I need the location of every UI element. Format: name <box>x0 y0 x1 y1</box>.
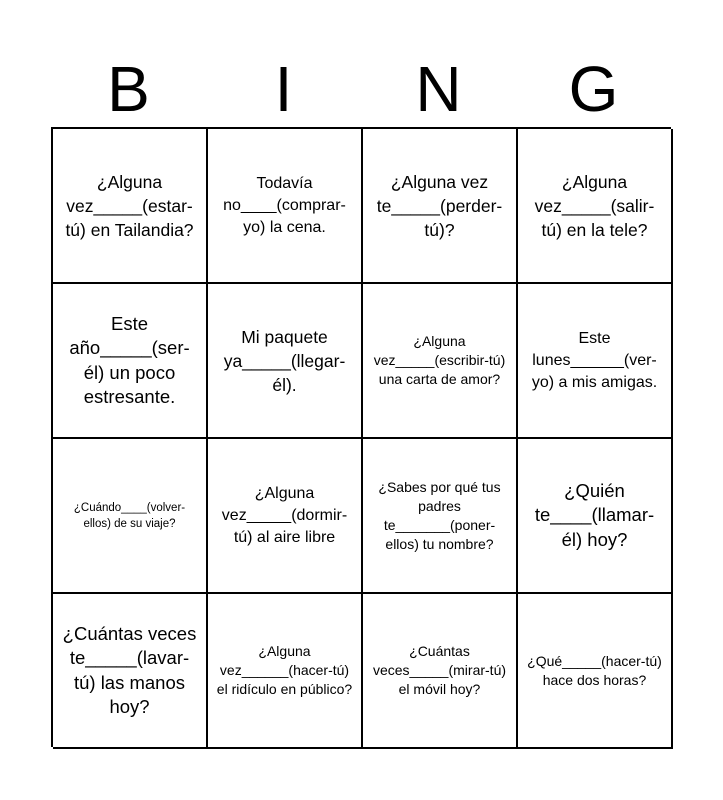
cell-text: ¿Quién te____(llamar-él) hoy? <box>534 479 655 550</box>
cell-text: ¿Alguna vez_____(escribir-tú) una carta de amor? <box>373 333 506 387</box>
cell-text: Este lunes______(ver-yo) a mis amigas. <box>531 329 658 391</box>
cell-text: ¿Alguna vez_____(dormir-tú) al aire libre <box>221 484 348 546</box>
bingo-cell-r4-c2[interactable] <box>208 594 363 749</box>
cell-text: Este año_____(ser-él) un poco estresante. <box>69 312 190 407</box>
header-letter-b: B <box>107 53 150 125</box>
bingo-card <box>51 127 671 747</box>
cell-text: ¿Sabes por qué tus padres te_______(poner-ellos) tu nombre? <box>378 478 501 552</box>
bingo-cell-r1-c2[interactable] <box>208 129 363 284</box>
cell-text: ¿Cuántas veces_____(mirar-tú) el móvil hoy? <box>372 643 507 697</box>
bingo-cell-r2-c1[interactable] <box>53 284 208 439</box>
bingo-cell-r4-c1[interactable] <box>53 594 208 749</box>
bingo-cell-r1-c3[interactable] <box>363 129 518 284</box>
bingo-cell-r1-c1[interactable] <box>53 129 208 284</box>
cell-text: ¿Alguna vez_____(salir-tú) en la tele? <box>534 171 655 240</box>
bingo-cell-r1-c4[interactable] <box>518 129 673 284</box>
cell-text: ¿Alguna vez______(hacer-tú) el ridículo en público? <box>216 643 353 697</box>
bingo-cell-r3-c3[interactable] <box>363 439 518 594</box>
cell-text: ¿Cuándo____(volver-ellos) de su viaje? <box>73 501 186 530</box>
cell-text: Mi paquete ya_____(llegar-él). <box>223 326 346 395</box>
cell-text: ¿Alguna vez_____(estar-tú) en Tailandia? <box>65 171 194 240</box>
header-letter-g: G <box>568 53 619 125</box>
bingo-cell-r2-c2[interactable] <box>208 284 363 439</box>
bingo-cell-r4-c4[interactable] <box>518 594 673 749</box>
bingo-cell-r4-c3[interactable] <box>363 594 518 749</box>
cell-text: ¿Alguna vez te_____(perder-tú)? <box>376 171 503 240</box>
cell-text: ¿Qué_____(hacer-tú) hace dos horas? <box>527 652 662 688</box>
bingo-cell-r3-c4[interactable] <box>518 439 673 594</box>
cell-text: ¿Cuántas veces te_____(lavar-tú) las manos hoy? <box>62 622 197 717</box>
bingo-cell-r3-c2[interactable] <box>208 439 363 594</box>
bingo-cell-r2-c4[interactable] <box>518 284 673 439</box>
cell-text: Todavía no____(comprar-yo) la cena. <box>223 174 346 236</box>
bingo-cell-r2-c3[interactable] <box>363 284 518 439</box>
bingo-header <box>51 50 671 128</box>
header-letter-n: N <box>415 53 462 125</box>
header-letter-i: I <box>274 53 293 125</box>
bingo-cell-r3-c1[interactable] <box>53 439 208 594</box>
